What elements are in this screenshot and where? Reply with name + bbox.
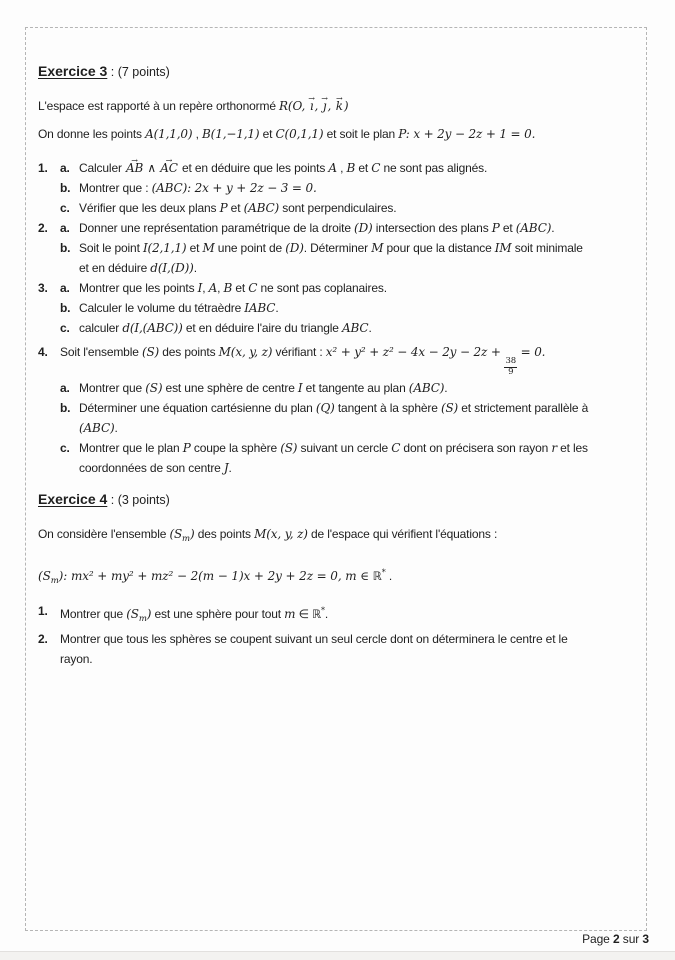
sub-question-label: b.: [60, 181, 71, 195]
text-segment: B(1,−1,1): [202, 127, 260, 141]
question-line: [79, 298, 633, 318]
text-segment: J: [223, 460, 229, 475]
text-segment: .: [193, 261, 197, 275]
exercise-3-intro-frame: [38, 96, 633, 116]
question-line: [79, 278, 633, 298]
exercise-4-intro: [38, 524, 633, 549]
question-line: [79, 438, 633, 458]
text-segment: et: [186, 241, 203, 255]
text-segment: sur: [619, 932, 643, 946]
question-item: [38, 218, 633, 278]
sub-question-body: [79, 438, 633, 478]
question-number: 2.: [38, 221, 48, 235]
text-segment: (ABC): [243, 201, 280, 215]
text-segment: (S: [38, 568, 51, 583]
text-segment: .: [385, 568, 393, 583]
text-segment: .: [275, 301, 279, 315]
text-segment: O: [292, 99, 302, 113]
text-segment: ,: [217, 281, 224, 295]
text-segment: (Q): [315, 400, 335, 415]
sub-question-label: a.: [60, 161, 70, 175]
text-segment: (ABC): [79, 420, 115, 435]
text-segment: Calculer le volume du tétraèdre: [79, 301, 245, 315]
text-segment: m: [50, 575, 59, 586]
text-segment: Montrer que tous les sphères se coupent suivant un seul cercle dont on déterminera le centre et le: [60, 631, 568, 646]
text-segment: des points: [159, 345, 219, 359]
text-segment: A: [328, 161, 337, 175]
question-item: [38, 158, 633, 218]
text-segment: coordonnées de son centre: [79, 460, 224, 475]
text-segment: x + 2y − 2z + 1 = 0.: [413, 127, 536, 141]
text-segment: .: [114, 420, 118, 435]
text-segment: B: [223, 281, 233, 295]
question-line: [60, 649, 633, 669]
text-segment: calculer: [79, 321, 123, 335]
text-segment: est une sphère pour tout: [151, 606, 285, 621]
text-segment: et soit le plan: [323, 127, 399, 141]
text-segment: (: [287, 99, 293, 113]
sub-question-label: a.: [60, 380, 70, 395]
text-segment: A(1,1,0): [145, 127, 193, 141]
text-segment: C: [371, 161, 381, 175]
sub-question-label: c.: [60, 201, 70, 215]
exercise-3-section: [38, 62, 633, 478]
sub-question: [60, 178, 633, 198]
text-segment: et: [259, 127, 276, 141]
text-segment: sont perpendiculaires.: [279, 201, 397, 215]
text-segment: ∈: [295, 606, 313, 621]
sub-question-label: c.: [60, 321, 70, 335]
text-segment: (S): [280, 440, 298, 455]
text-segment: (S: [169, 526, 183, 541]
text-segment: P: [398, 127, 406, 141]
question-body: [60, 278, 633, 338]
question-body: [60, 218, 633, 278]
page-border: [25, 27, 647, 931]
exercise-4-points: : (3 points): [107, 492, 170, 507]
text-segment: et: [499, 221, 516, 235]
text-segment: ,: [336, 161, 347, 175]
question-number: 4.: [38, 345, 48, 359]
text-segment: I: [197, 281, 203, 295]
question-line: [79, 398, 633, 418]
text-segment: ℝ: [372, 568, 382, 583]
text-segment: C: [391, 440, 401, 455]
text-segment: B: [346, 161, 356, 175]
text-segment: P: [491, 221, 500, 235]
vector-term: AC →: [159, 158, 179, 178]
text-segment: P: [219, 201, 228, 215]
text-segment: soit minimale: [511, 241, 583, 255]
question-item: [38, 342, 633, 478]
text-segment: P: [182, 440, 191, 455]
exercise-3-questions: [38, 158, 633, 478]
text-segment: *: [321, 605, 325, 615]
sub-question: [60, 238, 633, 278]
text-segment: ): [189, 526, 195, 541]
exercise-4-questions: [38, 601, 633, 669]
text-segment: ne sont pas alignés.: [380, 161, 488, 175]
text-segment: et tangente au plan: [302, 380, 409, 395]
sub-question-body: [79, 378, 633, 398]
vector-term: k →: [335, 96, 344, 116]
fraction: $\frac{38}{9}$: [505, 356, 516, 377]
question-line: [79, 158, 633, 178]
text-segment: M: [202, 241, 215, 255]
sub-question: [60, 158, 633, 178]
sub-question: [60, 438, 633, 478]
text-segment: m: [138, 613, 147, 624]
text-segment: m: [182, 533, 190, 544]
exercise-4-heading: [38, 490, 633, 509]
sub-question-label: a.: [60, 281, 70, 295]
text-segment: et en déduire l'aire du triangle: [182, 321, 342, 335]
text-segment: .: [228, 460, 232, 475]
question-item: [38, 629, 633, 669]
text-segment: et les: [556, 440, 588, 455]
text-segment: (ABC): [408, 380, 445, 395]
sub-question: [60, 398, 633, 438]
text-segment: ℝ: [312, 606, 322, 621]
text-segment: Montrer que: [79, 380, 146, 395]
text-segment: Déterminer une équation cartésienne du plan: [79, 400, 316, 415]
text-segment: Calculer: [79, 161, 125, 175]
question-item: [38, 601, 633, 629]
question-line: [79, 178, 633, 198]
question-number: 1.: [38, 161, 48, 175]
text-segment: r: [551, 440, 557, 455]
text-segment: Soit l'ensemble: [60, 345, 142, 359]
text-segment: et en déduire: [79, 261, 151, 275]
text-segment: d(I,(ABC)): [122, 321, 183, 335]
text-segment: des points: [194, 526, 255, 541]
question-line: [79, 458, 633, 478]
text-segment: L'espace est rapporté à un repère orthonormé: [38, 99, 280, 113]
text-segment: Montrer que les points: [79, 281, 198, 295]
sub-question: [60, 198, 633, 218]
vector-term: AB →: [125, 158, 144, 178]
text-segment: *: [381, 567, 386, 577]
text-segment: :: [405, 127, 414, 141]
text-segment: une point de: [214, 241, 286, 255]
text-segment: (S): [141, 345, 160, 359]
text-segment: IM: [494, 241, 512, 255]
text-segment: (ABC): [515, 221, 552, 235]
text-segment: (D): [354, 221, 373, 235]
sub-question-label: c.: [60, 440, 70, 455]
text-segment: ,: [192, 127, 203, 141]
exercise-3-heading: [38, 62, 633, 81]
question-body: [60, 629, 633, 669]
question-number: 3.: [38, 281, 48, 295]
text-segment: M(x, y, z): [254, 526, 308, 541]
question-number: 1.: [38, 603, 48, 618]
question-body: [60, 342, 633, 478]
text-segment: .: [368, 321, 372, 335]
text-segment: 3: [642, 932, 649, 946]
text-segment: .: [551, 221, 555, 235]
question-item: [38, 278, 633, 338]
text-segment: suivant un cercle: [297, 440, 392, 455]
text-segment: A: [208, 281, 218, 295]
text-segment: ): [146, 606, 152, 621]
text-segment: ne sont pas coplanaires.: [257, 281, 387, 295]
sub-question-body: [79, 178, 633, 198]
sub-question: [60, 378, 633, 398]
question-line: [60, 601, 633, 629]
text-segment: ): [343, 99, 349, 113]
text-segment: et strictement parallèle à: [458, 400, 589, 415]
text-segment: ,: [202, 281, 209, 295]
text-segment: C: [248, 281, 258, 295]
question-body: [60, 158, 633, 218]
text-segment: Soit le point: [79, 241, 143, 255]
exercise-4-title: Exercice 4: [38, 490, 108, 507]
question-line: [79, 318, 633, 338]
text-segment: On considère l'ensemble: [38, 526, 170, 541]
text-segment: de l'espace qui vérifient l'équations :: [307, 526, 498, 541]
text-segment: ,: [314, 99, 322, 113]
text-segment: ): [58, 568, 64, 583]
question-line: [79, 198, 633, 218]
sub-question-body: [79, 238, 633, 278]
text-segment: R: [279, 99, 288, 113]
text-segment: M(x, y, z): [218, 345, 273, 359]
sub-question: [60, 318, 633, 338]
text-segment: Montrer que le plan: [79, 440, 183, 455]
sub-question-label: a.: [60, 221, 70, 235]
question-line: [60, 629, 633, 649]
sub-question-body: [79, 218, 633, 238]
sub-question-body: [79, 158, 633, 178]
text-segment: .: [324, 606, 329, 621]
text-segment: Donner une représentation paramétrique de la droite: [79, 221, 355, 235]
text-segment: = 0.: [516, 345, 546, 359]
page-bottom-edge: [0, 951, 675, 960]
question-line: [79, 378, 633, 398]
text-segment: et: [232, 281, 249, 295]
text-segment: Montrer que :: [79, 181, 152, 195]
text-segment: M: [371, 241, 384, 255]
text-segment: Vérifier que les deux plans: [79, 201, 220, 215]
text-segment: rayon.: [60, 651, 93, 666]
text-segment: Montrer que: [60, 606, 127, 621]
exercise-4-equation: [38, 562, 633, 592]
text-segment: x² + y² + z² − 4x − 2y − 2z +: [325, 345, 505, 359]
sub-question-body: [79, 298, 633, 318]
text-segment: . Déterminer: [303, 241, 372, 255]
text-segment: dont on précisera son rayon: [400, 440, 552, 455]
text-segment: et: [355, 161, 372, 175]
text-segment: Page: [582, 932, 613, 946]
sub-question-label: b.: [60, 400, 71, 415]
sub-question: [60, 278, 633, 298]
text-segment: est une sphère de centre: [162, 380, 298, 395]
text-segment: :: [63, 568, 71, 583]
exercise-4-section: [38, 490, 633, 669]
text-segment: m: [284, 606, 296, 621]
text-segment: coupe la sphère: [190, 440, 281, 455]
text-segment: et: [227, 201, 244, 215]
text-segment: et en déduire que les points: [178, 161, 329, 175]
sub-question-body: [79, 398, 633, 438]
text-segment: ABC: [342, 321, 369, 335]
question-line: [79, 218, 633, 238]
question-number: 2.: [38, 631, 48, 646]
sub-question: [60, 298, 633, 318]
sub-question-body: [79, 198, 633, 218]
question-line: [79, 418, 633, 438]
sub-question-body: [79, 318, 633, 338]
text-segment: IABC: [244, 301, 276, 315]
text-segment: tangent à la sphère: [334, 400, 441, 415]
text-segment: .: [444, 380, 448, 395]
sub-question-label: b.: [60, 241, 71, 255]
text-segment: C(0,1,1): [275, 127, 324, 141]
page-number: [582, 931, 649, 947]
sub-question-body: [79, 278, 633, 298]
text-segment: ∧: [144, 161, 160, 175]
vector-term: ȷ →: [322, 96, 328, 116]
text-segment: (S: [126, 606, 139, 621]
text-segment: intersection des plans: [372, 221, 492, 235]
text-segment: I: [297, 380, 303, 395]
text-segment: (S): [440, 400, 459, 415]
text-segment: ,: [327, 99, 335, 113]
vector-term: ı →: [309, 96, 315, 116]
sub-question: [60, 218, 633, 238]
text-segment: I(2,1,1): [142, 241, 187, 255]
text-segment: (D): [285, 241, 304, 255]
text-segment: On donne les points: [38, 127, 146, 141]
exercise-3-points: : (7 points): [107, 65, 170, 79]
text-segment: vérifiant :: [272, 345, 326, 359]
question-line: [79, 238, 633, 258]
exercise-3-title: Exercice 3: [38, 63, 108, 79]
text-segment: mx² + my² + mz² − 2(m − 1)x + 2y + 2z = 0, m ∈: [70, 568, 373, 583]
question-line: [79, 258, 633, 278]
text-segment: 2: [613, 932, 620, 946]
text-segment: (ABC): 2x + y + 2z − 3 = 0.: [151, 181, 317, 195]
sub-question-label: b.: [60, 301, 71, 315]
exercise-3-intro-points: [38, 124, 633, 144]
question-line: [60, 342, 633, 378]
text-segment: ,: [301, 99, 309, 113]
text-segment: (S): [145, 380, 163, 395]
text-segment: d(I,(D)): [150, 261, 194, 275]
text-segment: pour que la distance: [383, 241, 495, 255]
question-body: [60, 601, 633, 629]
